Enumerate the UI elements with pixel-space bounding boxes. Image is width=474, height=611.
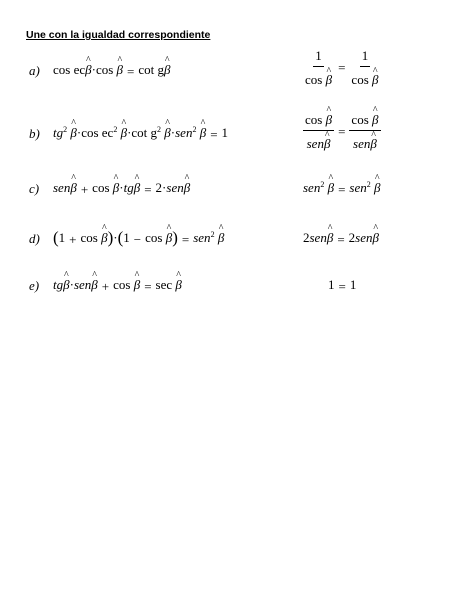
item-label-c: c) (29, 181, 40, 196)
identity-c: sen$^2$ ^ β = sen$^2$ ^ β (303, 181, 381, 196)
item-label-e: e) (29, 278, 40, 293)
equation-b: $tg^2$ ^ β·cos $ec^2$ ^ β·cot $g^2$ ^ β·sen$^2$ ^ β = 1 (53, 126, 228, 141)
item-label-a: a) (29, 63, 40, 78)
identity-e: 1 = 1 (328, 277, 357, 294)
item-label-d: d) (29, 231, 40, 246)
equation-d: (1 + cos ^ β)·(1 − cos ^ β) = sen$^2$ ^ β (53, 229, 224, 246)
equation-e: tg^ β·sen^ β + cos ^ β = sec ^ β (53, 278, 182, 293)
item-label-b: b) (29, 126, 40, 141)
identity-b: $\frac{\cos \^{} \beta}{\text{sen\textasciicircum{} β}}$ = $\frac{\cos \^{} \beta}{\text{sen\textasciicircum{} β}}$ (303, 112, 381, 151)
equation-c: sen^ β + cos ^ β·tg^ β = 2·sen^ β (53, 181, 190, 196)
equation-a: cos ec^ β·cos ^ β = cot g^ β (53, 63, 171, 78)
page-title: Une con la igualdad correspondiente (26, 29, 211, 41)
identity-a: $\frac{1}{\cos \^{} \beta}$ = $\frac{1}{\cos \^{} \beta}$ (303, 48, 381, 87)
identity-d: 2sen^ β = 2sen^ β (303, 231, 379, 246)
